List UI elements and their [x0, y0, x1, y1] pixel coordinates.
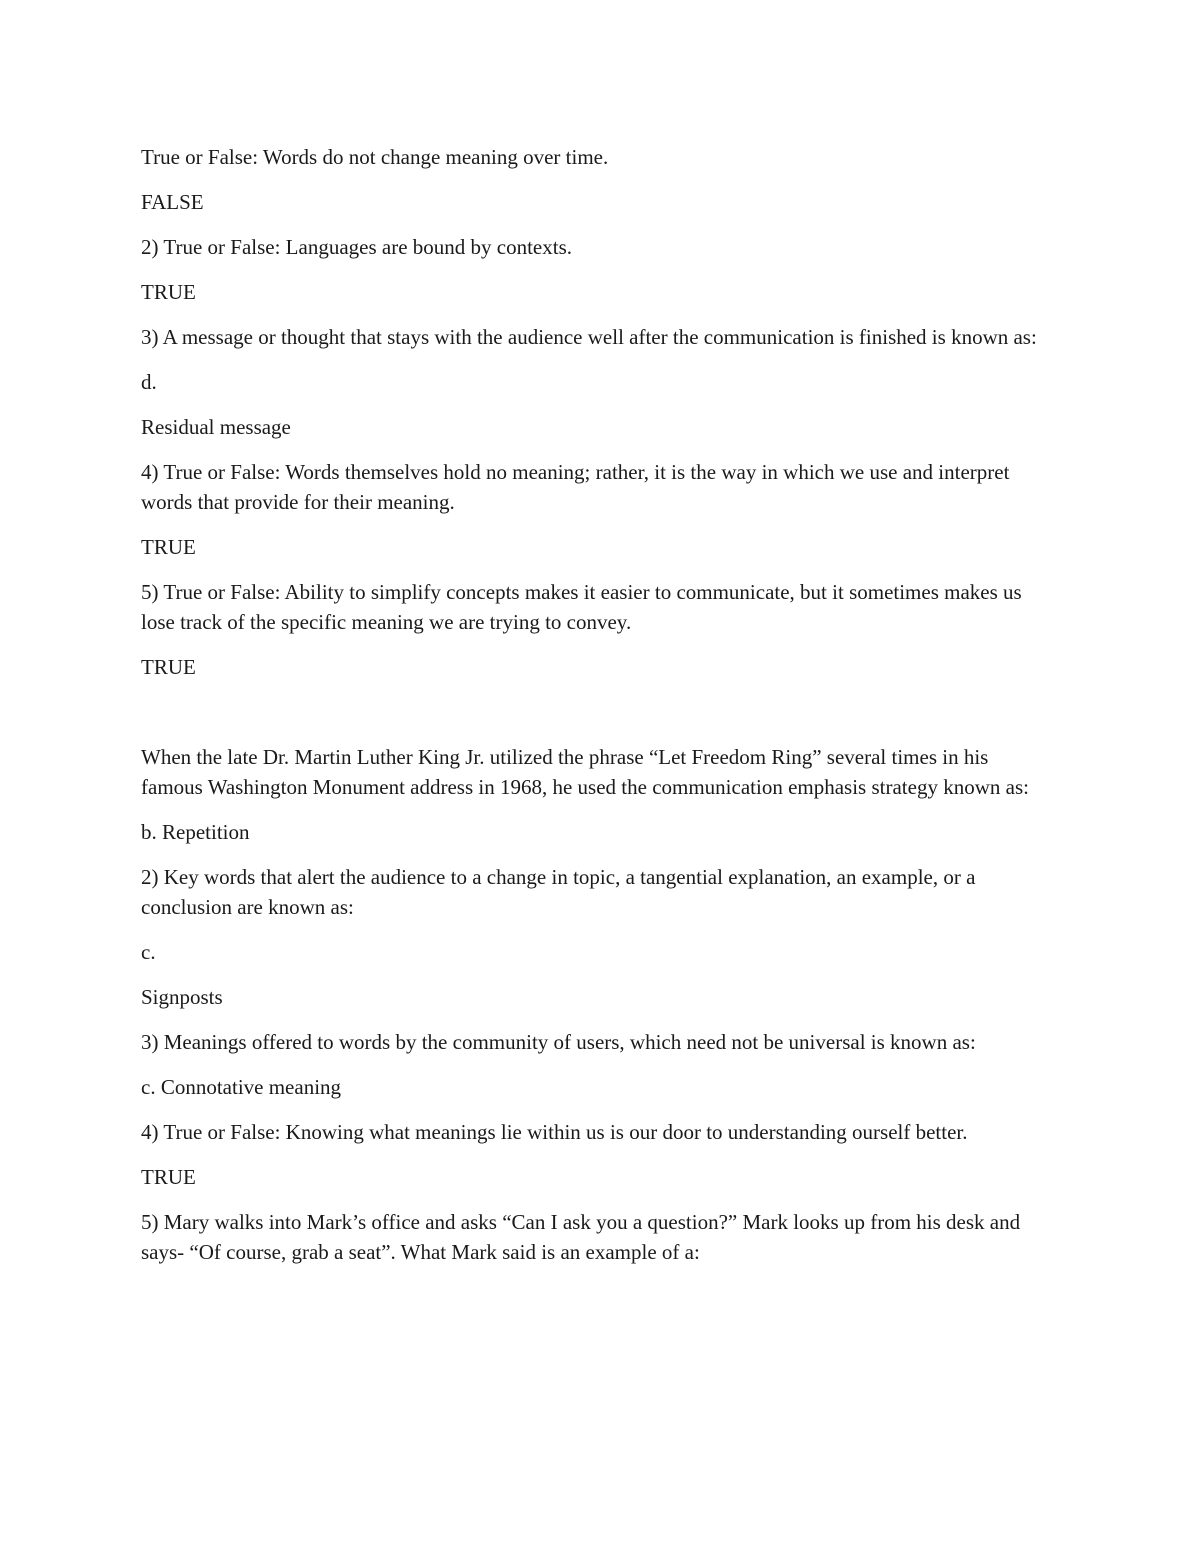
answer-1: b. Repetition: [141, 820, 250, 844]
question-1: When the late Dr. Martin Luther King Jr. utilized the phrase “Let Freedom Ring” several times in his famous Washington Monument address in 1968, he used the communication emphasis strategy known as:: [141, 745, 1029, 799]
question-5: 5) Mary walks into Mark’s office and asks “Can I ask you a question?” Mark looks up from his desk and says- “Of course, grab a seat”. What Mark said is an example of a:: [141, 1210, 1021, 1264]
answer-2-text: Signposts: [141, 985, 223, 1009]
question-4: 4) True or False: Knowing what meanings lie within us is our door to understanding ourself better.: [141, 1120, 968, 1144]
question-2: 2) Key words that alert the audience to a change in topic, a tangential explanation, an example, or a conclusion are known as:: [141, 865, 976, 919]
answer-3-text: Residual message: [141, 415, 291, 439]
answer-3-letter: d.: [141, 370, 157, 394]
question-1: True or False: Words do not change meaning over time.: [141, 145, 609, 169]
answer-3: c. Connotative meaning: [141, 1075, 342, 1099]
answer-2-letter: c.: [141, 940, 156, 964]
answer-2: TRUE: [141, 280, 196, 304]
question-3: 3) Meanings offered to words by the community of users, which need not be universal is known as:: [141, 1030, 976, 1054]
answer-4: TRUE: [141, 1165, 196, 1189]
question-5: 5) True or False: Ability to simplify concepts makes it easier to communicate, but it sometimes makes us lose track of the specific meaning we are trying to convey.: [141, 580, 1022, 634]
question-2: 2) True or False: Languages are bound by contexts.: [141, 235, 573, 259]
answer-4: TRUE: [141, 535, 196, 559]
question-4: 4) True or False: Words themselves hold no meaning; rather, it is the way in which we use and interpret words that provide for their meaning.: [141, 460, 1010, 514]
question-3: 3) A message or thought that stays with the audience well after the communication is finished is known as:: [141, 325, 1037, 349]
section-1: [141, 142, 1050, 682]
section-gap: [141, 697, 1050, 742]
section-2: [141, 742, 1050, 1267]
answer-5: TRUE: [141, 655, 196, 679]
answer-1: FALSE: [141, 190, 204, 214]
